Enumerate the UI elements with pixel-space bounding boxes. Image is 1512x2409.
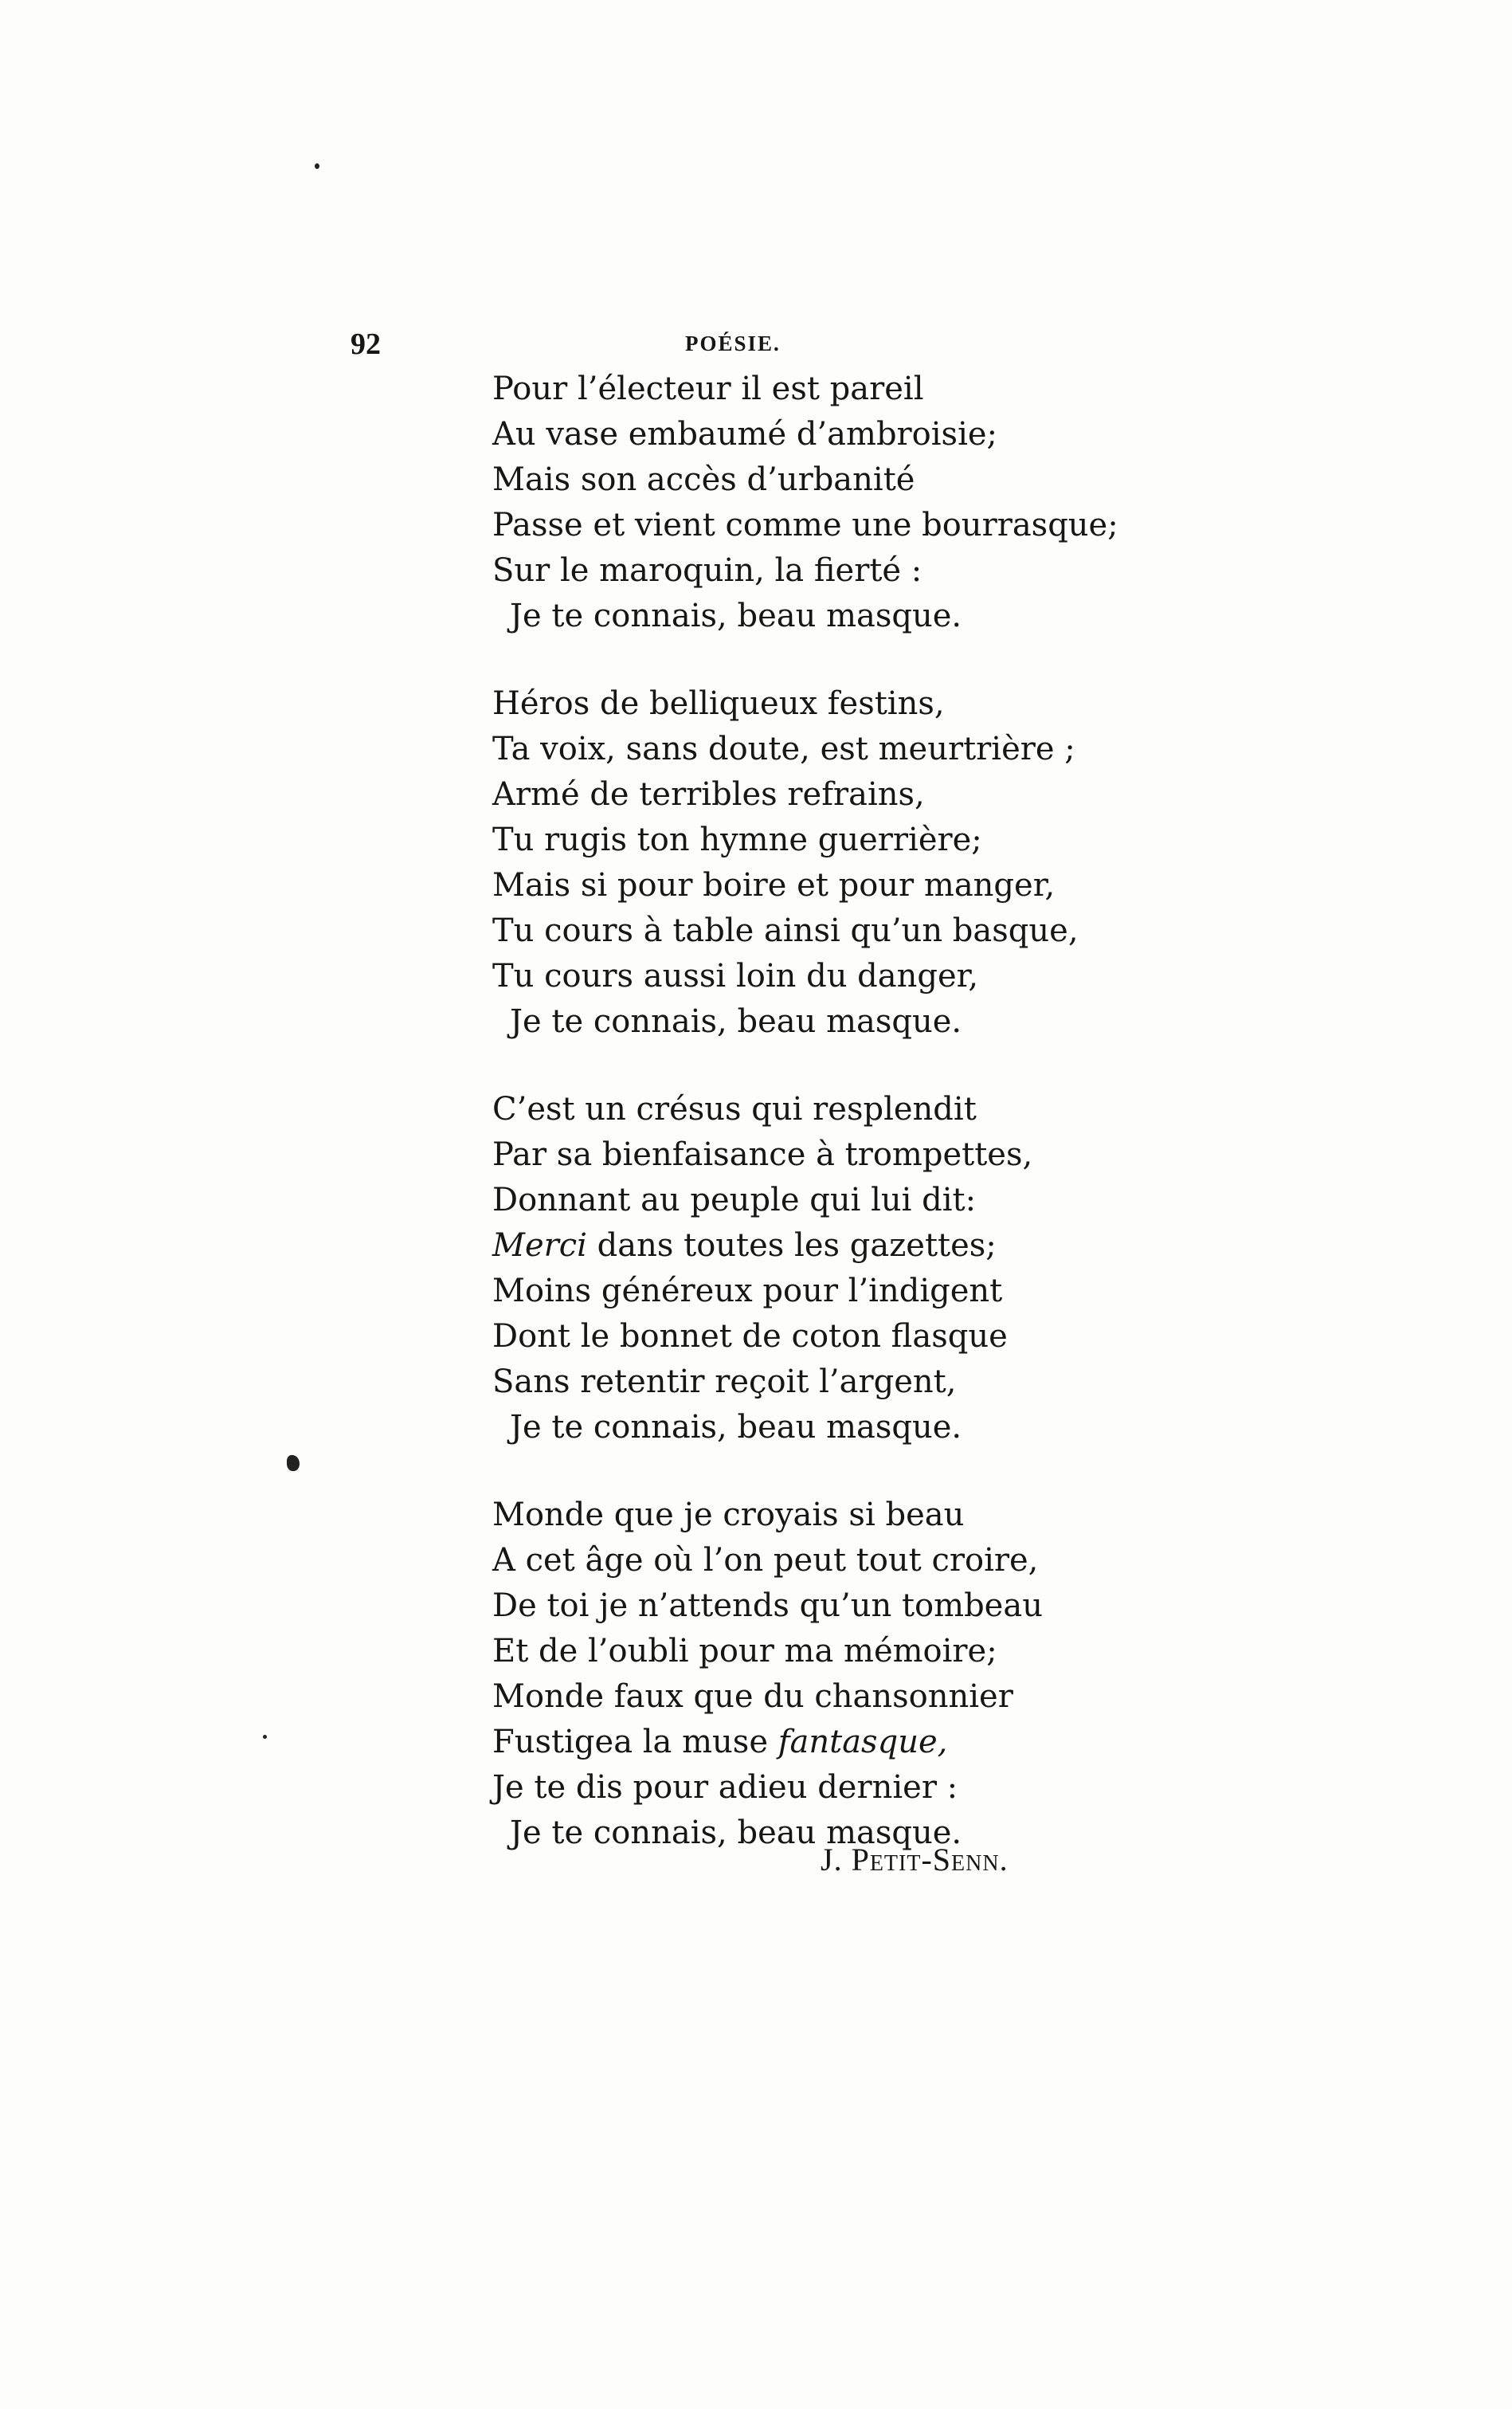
running-head: POÉSIE.: [685, 332, 781, 355]
refrain-line: Je te connais, beau masque.: [510, 598, 962, 634]
ink-speck: [315, 163, 319, 169]
verse-line-text: dans toutes les gazettes;: [586, 1227, 997, 1264]
verse-line: Tu cours aussi loin du danger,: [492, 958, 979, 995]
verse-line: Pour l’électeur il est pareil: [492, 371, 924, 407]
stanza-1: [492, 367, 1369, 639]
page-number: 92: [351, 328, 381, 361]
italic-word: fantasque,: [778, 1724, 948, 1760]
refrain-line: Je te connais, beau masque.: [510, 1409, 962, 1446]
author-signature: [821, 1841, 1009, 1878]
verse-line: Héros de belliqueux festins,: [492, 685, 945, 722]
verse-line: Mais son accès d’urbanité: [492, 461, 915, 498]
stanza-2: [492, 681, 1369, 1045]
verse-line: [492, 1720, 1369, 1765]
verse-line: Sur le maroquin, la fierté :: [492, 552, 922, 589]
refrain-line: Je te connais, beau masque.: [510, 1815, 962, 1851]
verse-line: Passe et vient comme une bourrasque;: [492, 507, 1118, 543]
stanza-4: [492, 1493, 1369, 1856]
verse-line: De toi je n’attends qu’un tombeau: [492, 1587, 1043, 1624]
refrain-line: Je te connais, beau masque.: [510, 1003, 962, 1040]
verse-line: Armé de terribles refrains,: [492, 776, 925, 813]
verse-line: Et de l’oubli pour ma mémoire;: [492, 1633, 997, 1669]
verse-line: Tu rugis ton hymne guerrière;: [492, 822, 982, 858]
stanza-3: [492, 1087, 1369, 1450]
poem: [492, 367, 1369, 1898]
ink-speck: [287, 1455, 300, 1471]
verse-line-text: Fustigea la muse: [492, 1724, 778, 1760]
verse-line: Donnant au peuple qui lui dit:: [492, 1182, 977, 1218]
author-name: Petit-Senn.: [851, 1842, 1009, 1877]
verse-line: Ta voix, sans doute, est meurtrière ;: [492, 731, 1075, 767]
author-initial: J.: [821, 1842, 852, 1877]
verse-line: [492, 1223, 1369, 1269]
verse-line: Au vase embaumé d’ambroisie;: [492, 416, 998, 453]
page-header: [351, 327, 1147, 367]
italic-word: Merci: [492, 1227, 587, 1264]
verse-line: Sans retentir reçoit l’argent,: [492, 1363, 957, 1400]
verse-line: Monde faux que du chansonnier: [492, 1678, 1013, 1715]
verse-line: Je te dis pour adieu dernier :: [492, 1769, 958, 1806]
verse-line: Par sa bienfaisance à trompettes,: [492, 1136, 1033, 1173]
verse-line: C’est un crésus qui resplendit: [492, 1091, 977, 1128]
verse-line: A cet âge où l’on peut tout croire,: [492, 1542, 1039, 1579]
ink-speck: [263, 1735, 267, 1739]
verse-line: Mais si pour boire et pour manger,: [492, 867, 1056, 904]
verse-line: Dont le bonnet de coton flasque: [492, 1318, 1008, 1355]
verse-line: Moins généreux pour l’indigent: [492, 1273, 1003, 1309]
verse-line: Monde que je croyais si beau: [492, 1497, 965, 1533]
verse-line: Tu cours à table ainsi qu’un basque,: [492, 912, 1079, 949]
